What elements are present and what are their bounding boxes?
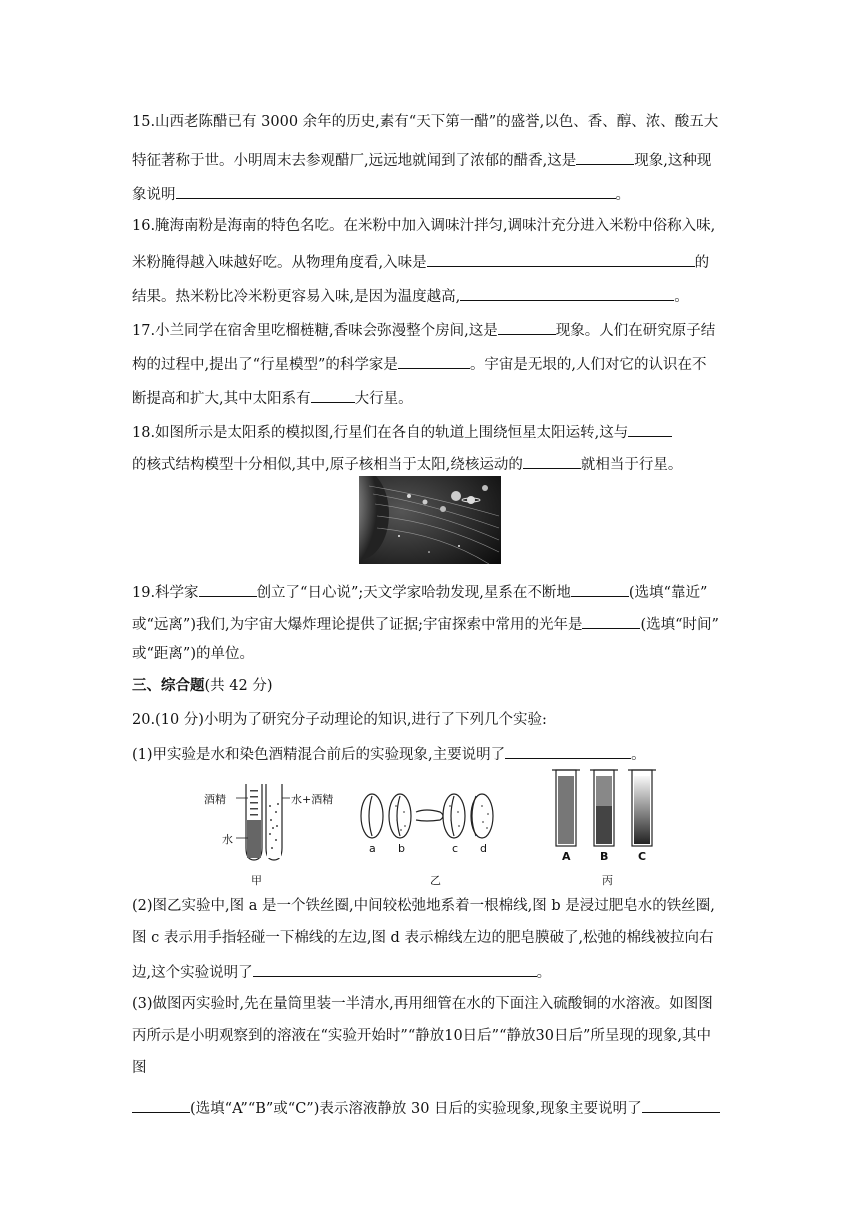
q20-part3-line1: (3)做图丙实验时,先在量筒里装一半清水,再用细管在水的下面注入硫酸铜的水溶液。如图图 (132, 996, 713, 1012)
q16-text: 米粉腌得越入味越好吃。从物理角度看,入味是 (132, 255, 427, 271)
q19-text: 19.科学家 (132, 585, 199, 601)
label-B: B (600, 850, 609, 863)
label-A: A (562, 850, 571, 863)
q19-text: (选填“靠近” (628, 585, 708, 601)
q18-line2 (132, 452, 682, 475)
q20-part3-line3: 图 (132, 1060, 147, 1076)
q20-intro: 20.(10 分)小明为了研究分子动理论的知识,进行了下列几个实验: (132, 712, 547, 728)
q17-blank1[interactable] (498, 318, 556, 335)
label-water-alcohol: 水+酒精 (291, 793, 334, 806)
label-d: d (480, 842, 487, 855)
label-b: b (398, 842, 405, 855)
q16-text: 的 (694, 255, 710, 271)
q16-text: 。 (674, 289, 689, 305)
q15-line1: 15.山西老陈醋已有 3000 余年的历史,素有“天下第一醋”的盛誉,以色、香、醇、浓、酸五大 (132, 114, 719, 130)
q16-blank2[interactable] (460, 284, 674, 301)
q20-part3-line4 (132, 1096, 720, 1119)
q17-line2 (132, 352, 707, 375)
caption-jia: 甲 (251, 874, 262, 887)
q20-part2-line2: 图 c 表示用手指轻碰一下棉线的左边,图 d 表示棉线左边的肥皂膜破了,松弛的棉线被拉向右 (132, 930, 714, 946)
q18-text: 的核式结构模型十分相似,其中,原子核相当于太阳,绕核运动的 (132, 457, 523, 473)
q18-text: 就相当于行星。 (580, 457, 683, 473)
q17-blank3[interactable] (311, 386, 355, 403)
q17-text: 。宇宙是无垠的,人们对它的认识在不 (469, 357, 707, 373)
q15-line2 (132, 148, 711, 171)
q17-line1 (132, 318, 715, 341)
q15-blank1[interactable] (576, 148, 634, 165)
q19-text: 或“远离”)我们,为宇宙大爆炸理论提供了证据;宇宙探索中常用的光年是 (132, 617, 583, 633)
label-alcohol: 酒精 (204, 793, 226, 806)
figure-bing-cylinders (550, 766, 660, 850)
caption-yi: 乙 (430, 874, 441, 887)
q15-text: 现象,这种现 (634, 153, 712, 169)
q20-blank2[interactable] (253, 960, 537, 977)
q20-part1 (132, 742, 646, 765)
figure-yi-wire-loops (356, 790, 506, 850)
q17-text: 构的过程中,提出了“行星模型”的科学家是 (132, 357, 398, 373)
q16-line3 (132, 284, 689, 307)
q20-text: 。 (631, 747, 646, 763)
q15-text: 象说明 (132, 187, 176, 203)
q20-blank1[interactable] (505, 742, 631, 759)
q19-line3: 或“距离”)的单位。 (132, 646, 254, 662)
q20-part2-line1: (2)图乙实验中,图 a 是一个铁丝圈,中间较松弛地系着一根棉线,图 b 是浸过肥皂水的铁丝圈, (132, 898, 715, 914)
section-score: (共 42 分) (204, 678, 273, 694)
q15-blank2[interactable] (176, 182, 616, 199)
q16-line2 (132, 250, 709, 273)
q16-blank1[interactable] (427, 250, 695, 267)
label-a: a (369, 842, 376, 855)
q19-line1 (132, 580, 707, 603)
q20-part2-line3 (132, 960, 551, 983)
q19-blank2[interactable] (571, 580, 629, 597)
label-C: C (638, 850, 647, 863)
q20-part3-line2: 丙所示是小明观察到的溶液在“实验开始时”“静放10日后”“静放30日后”所呈现的现象,其中 (132, 1028, 711, 1044)
q19-blank3[interactable] (582, 612, 640, 629)
label-water: 水 (222, 833, 233, 846)
q19-line2 (132, 612, 719, 635)
q18-text: 18.如图所示是太阳系的模拟图,行星们在各自的轨道上围绕恒星太阳运转,这与 (132, 425, 629, 441)
q16-text: 结果。热米粉比冷米粉更容易入味,是因为温度越高, (132, 289, 461, 305)
q15-line3 (132, 182, 630, 205)
q20-text: 。 (536, 965, 552, 981)
q20-text: 边,这个实验说明了 (132, 965, 253, 981)
q19-text: (选填“时间” (640, 617, 719, 633)
solar-system-image (359, 476, 501, 564)
q17-text: 现象。人们在研究原子结 (555, 323, 716, 339)
q17-text: 断提高和扩大,其中太阳系有 (132, 391, 311, 407)
section-3-heading (132, 676, 272, 696)
q20-text: (选填“A”“B”或“C”)表示溶液静放 30 日后的实验现象,现象主要说明了 (190, 1101, 642, 1117)
q17-line3 (132, 386, 413, 409)
section-title: 三、综合题 (132, 678, 205, 694)
q19-blank1[interactable] (199, 580, 257, 597)
q18-line1 (132, 420, 672, 443)
q15-text: 特征著称于世。小明周末去参观醋厂,远远地就闻到了浓郁的醋香,这是 (132, 153, 577, 169)
q17-text: 大行星。 (354, 391, 413, 407)
q20-text: (1)甲实验是水和染色酒精混合前后的实验现象,主要说明了 (132, 747, 506, 763)
q18-blank1[interactable] (628, 420, 672, 437)
caption-bing: 丙 (602, 874, 613, 887)
q18-blank2[interactable] (523, 452, 581, 469)
q15-text: 。 (615, 187, 630, 203)
q19-text: 创立了“日心说”;天文学家哈勃发现,星系在不断地 (256, 585, 571, 601)
q16-line1: 16.腌海南粉是海南的特色名吃。在米粉中加入调味汁拌匀,调味汁充分进入米粉中俗称入味, (132, 218, 716, 234)
q17-blank2[interactable] (398, 352, 470, 369)
q20-blank3[interactable] (132, 1096, 190, 1113)
q17-text: 17.小兰同学在宿舍里吃榴梿糖,香味会弥漫整个房间,这是 (132, 323, 498, 339)
label-c: c (452, 842, 459, 855)
q20-blank4[interactable] (642, 1096, 720, 1113)
